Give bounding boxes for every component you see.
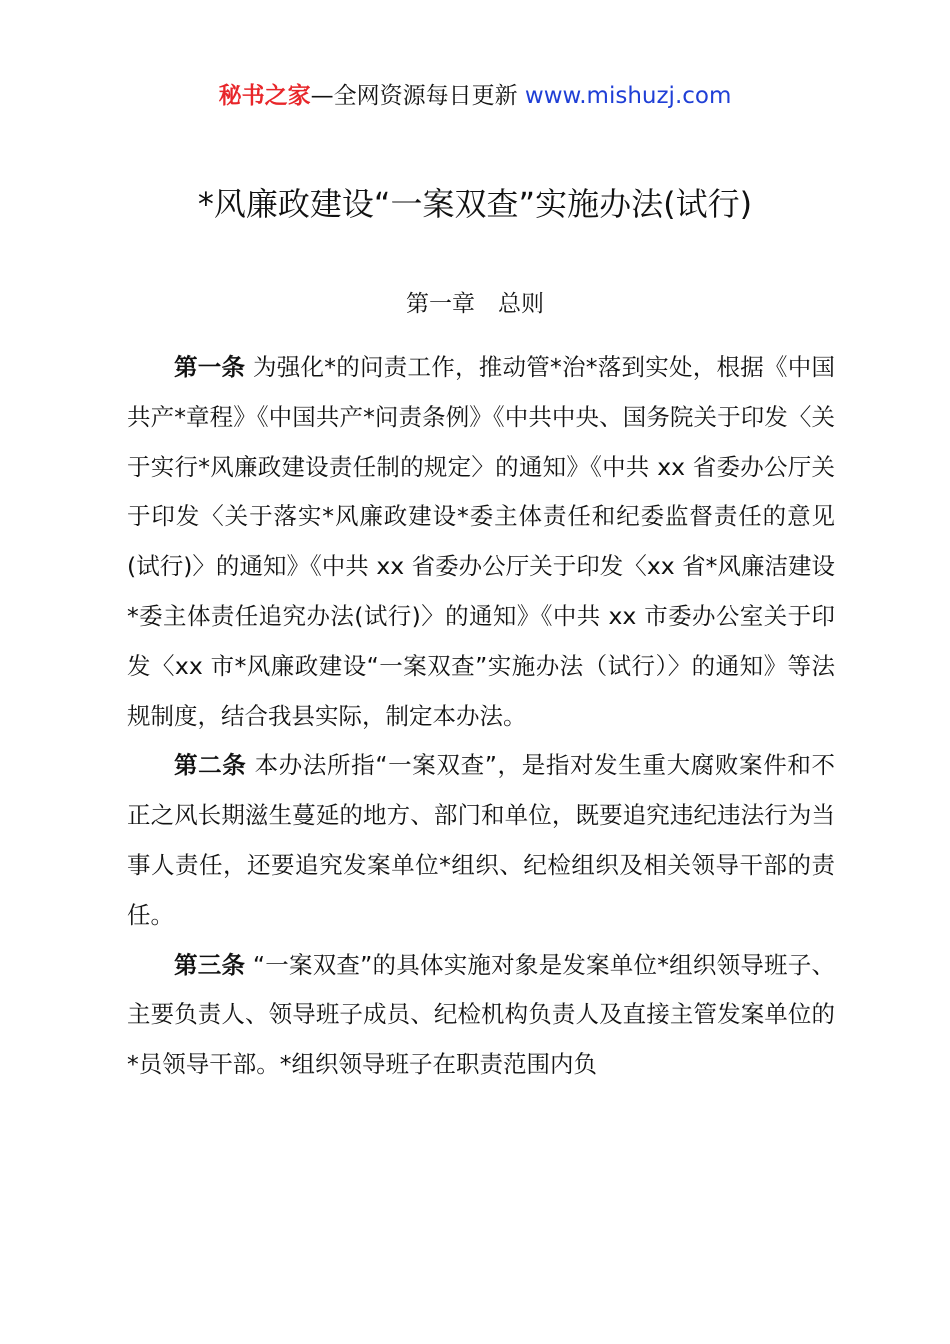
article-text: “一案双查”的具体实施对象是发案单位*组织领导班子、主要负责人、领导班子成员、纪检机构负责人及直接主管发案单位的*员领导干部。*组织领导班子在职责范围内负 — [127, 950, 835, 1079]
article-3 — [127, 941, 835, 1090]
article-number: 第二条 — [174, 751, 247, 780]
site-header — [0, 80, 950, 112]
article-text: 为强化*的问责工作，推动管*治*落到实处，根据《中国共产*章程》《中国共产*问责条例》《中共中央、国务院关于印发〈关于实行*风廉政建设责任制的规定〉的通知》《中共 xx 省委办公厅关于印发〈关于落实*风廉政建设*委主体责任和纪委监督责任的意见(试行)〉的通知》《中共 xx 省委办公厅关于印发〈xx 省*风廉洁建设*委主体责任追究办法(试行)〉的通知》《中共 xx 市委办公室关于印发〈xx 市*风廉政建设“一案双查”实施办法（试行）〉的通知》等法规制度，结合我县实际，制定本办法。 — [127, 353, 836, 730]
document-title: *风廉政建设“一案双查”实施办法(试行) — [197, 185, 753, 223]
site-brand: 秘书之家 — [218, 83, 311, 109]
chapter-heading: 第一章 总则 — [406, 291, 544, 317]
article-1 — [127, 343, 835, 741]
article-text: 本办法所指“一案双查”，是指对发生重大腐败案件和不正之风长期滋生蔓延的地方、部门和单位，既要追究违纪违法行为当事人责任，还要追究发案单位*组织、纪检组织及相关领导干部的责任。 — [127, 751, 835, 929]
document-body — [127, 343, 835, 1090]
article-2 — [127, 741, 835, 940]
site-url-link[interactable]: www.mishuzj.com — [524, 83, 732, 109]
article-number: 第三条 — [174, 950, 246, 979]
article-number: 第一条 — [174, 353, 246, 381]
site-slogan: —全网资源每日更新 — [310, 83, 525, 109]
